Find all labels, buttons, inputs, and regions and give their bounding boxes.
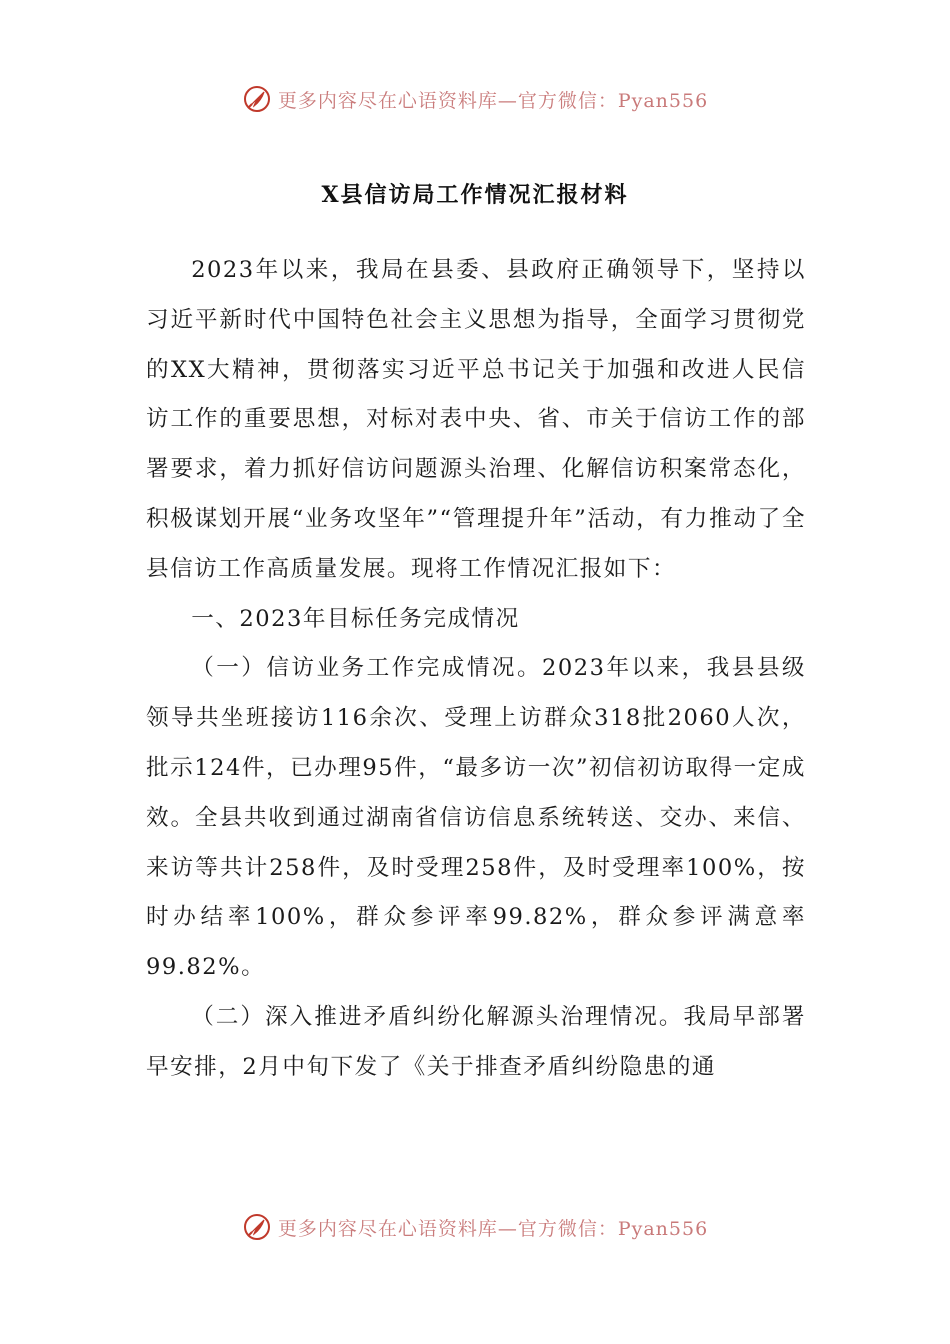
watermark-text: 更多内容尽在心语资料库—官方微信：Pyan556 bbox=[277, 89, 709, 112]
quill-logo-icon bbox=[242, 84, 272, 114]
watermark-text: 更多内容尽在心语资料库—官方微信：Pyan556 bbox=[277, 1217, 709, 1240]
document-body bbox=[146, 246, 806, 1093]
paragraph-petition-work: （一）信访业务工作完成情况。2023年以来，我县县级领导共坐班接访116余次、受理上访群众318批2060人次，批示124件，已办理95件，“最多访一次”初信初访取得一定成效。全县共收到通过湖南省信访信息系统转送、交办、来信、来访等共计258件，及时受理258件，及时受理率100%，按时办结率100%，群众参评率99.82%，群众参评满意率99.82%。 bbox=[146, 655, 806, 981]
header-watermark bbox=[0, 84, 950, 114]
footer-watermark bbox=[0, 1212, 950, 1242]
paragraph-dispute-resolution: （二）深入推进矛盾纠纷化解源头治理情况。我局早部署早安排，2月中旬下发了《关于排查矛盾纠纷隐患的通 bbox=[146, 1003, 806, 1080]
paragraph-section-heading: 一、2023年目标任务完成情况 bbox=[191, 605, 520, 632]
quill-logo-icon bbox=[242, 1212, 272, 1242]
paragraph-intro: 2023年以来，我局在县委、县政府正确领导下，坚持以习近平新时代中国特色社会主义思想为指导，全面学习贯彻党的XX大精神，贯彻落实习近平总书记关于加强和改进人民信访工作的重要思想，对标对表中央、省、市关于信访工作的部署要求，着力抓好信访问题源头治理、化解信访积案常态化，积极谋划开展“业务攻坚年”“管理提升年”活动，有力推动了全县信访工作高质量发展。现将工作情况汇报如下： bbox=[146, 257, 806, 582]
document-title: X县信访局工作情况汇报材料 bbox=[321, 182, 629, 208]
